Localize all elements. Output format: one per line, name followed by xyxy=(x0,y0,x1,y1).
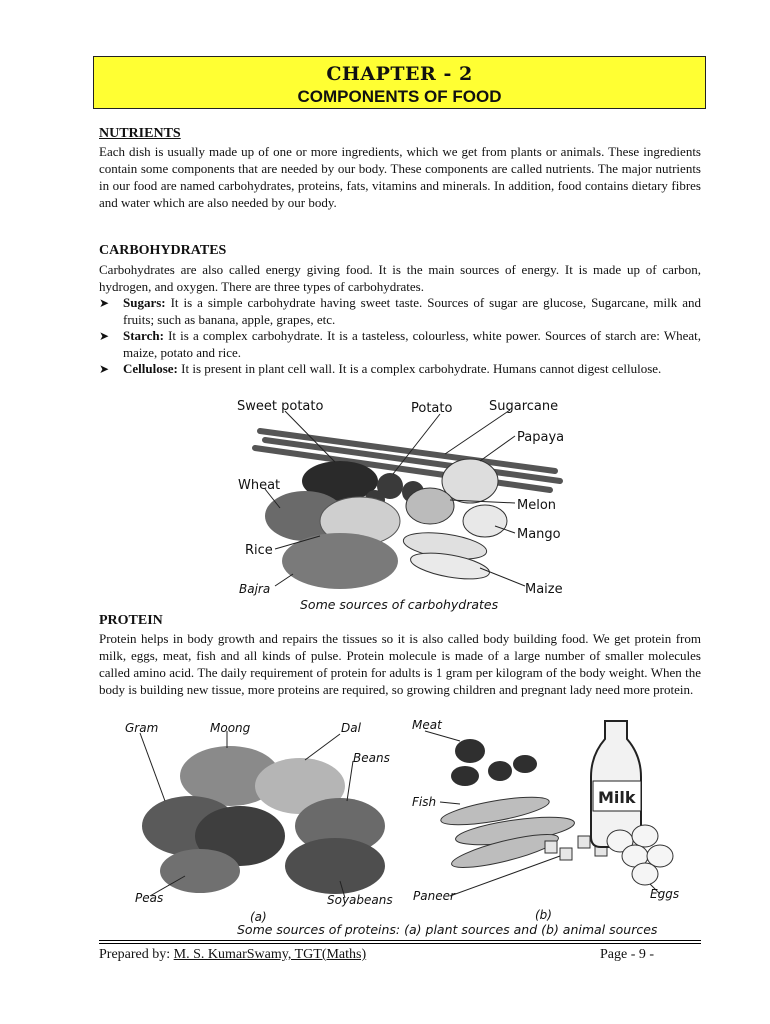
list-item-text: It is a complex carbohydrate. It is a tasteless, colourless, white power. Sources of starch are: Wheat, maize, potato and rice. xyxy=(123,328,701,360)
protein-figure-caption: Some sources of proteins: (a) plant sources and (b) animal sources xyxy=(237,922,658,937)
label-meat: Meat xyxy=(412,718,442,732)
label-dal: Dal xyxy=(341,721,361,735)
label-potato: Potato xyxy=(411,401,453,416)
list-item-term: Sugars: xyxy=(123,295,166,310)
label-papaya: Papaya xyxy=(517,430,565,445)
carbohydrate-figure-caption: Some sources of carbohydrates xyxy=(300,597,499,612)
protein-sources-figure xyxy=(115,716,690,938)
author-name: M. S. KumarSwamy, TGT(Maths) xyxy=(173,947,367,962)
label-eggs: Eggs xyxy=(650,887,680,901)
footer-prepared-by xyxy=(99,947,366,963)
list-item xyxy=(99,328,701,361)
protein-paragraph: Protein helps in body growth and repairs the tissues so it is also called body building food. We get protein from milk, eggs, meat, fish and all kinds of pulse. Protein molecule is made of a large number of smaller molecules called amino acid. The daily requirement of protein for adults is 1 gram per kilogram of the body weight. When the body is building new tissue, more proteins are required, so growing children and pregnant lady need more protein. xyxy=(99,631,701,697)
melon-illustration xyxy=(406,488,454,524)
label-paneer: Paneer xyxy=(413,889,455,903)
label-maize: Maize xyxy=(525,582,563,597)
arrow-bullet-icon: ➤ xyxy=(99,362,110,376)
carbohydrate-types-list xyxy=(99,295,701,378)
meat-illustration xyxy=(451,739,537,786)
sugarcane-illustration xyxy=(255,431,560,490)
chapter-title-box xyxy=(93,56,706,109)
label-sweet-potato: Sweet potato xyxy=(237,399,324,414)
nutrients-paragraph: Each dish is usually made up of one or more ingredients, which we get from plants or animals. These ingredients contain some components that are needed by our body. These components are called nutrients. The major nutrients in our food are named carbohydrates, proteins, fats, vitamins and minerals. In addition, food contains dietary fibres and water which are also needed by our body. xyxy=(99,144,701,210)
label-sugarcane: Sugarcane xyxy=(489,399,559,414)
eggs-illustration xyxy=(607,825,673,885)
soyabeans-illustration xyxy=(285,838,385,894)
label-mango: Mango xyxy=(517,527,561,542)
chapter-number: CHAPTER - 2 xyxy=(326,63,473,85)
animal-sources-illustration xyxy=(439,721,673,885)
label-rice: Rice xyxy=(245,543,273,558)
footer-divider xyxy=(99,940,701,944)
bajra-illustration xyxy=(282,533,398,589)
mango-illustration xyxy=(463,505,507,537)
list-item-term: Starch: xyxy=(123,328,164,343)
label-soyabeans: Soyabeans xyxy=(327,893,393,907)
carbohydrates-paragraph: Carbohydrates are also called energy giving food. It is the main sources of energy. It is made up of carbon, hydrogen, and oxygen. There are three types of carbohydrates. xyxy=(99,262,701,294)
label-panel-a: (a) xyxy=(250,910,267,924)
carbohydrates-heading: CARBOHYDRATES xyxy=(99,243,227,258)
peas-illustration xyxy=(160,849,240,893)
carbohydrate-sources-figure xyxy=(225,396,585,614)
list-item xyxy=(99,295,701,328)
label-fish: Fish xyxy=(412,795,437,809)
nutrients-heading: NUTRIENTS xyxy=(99,126,181,141)
label-peas: Peas xyxy=(135,891,164,905)
chapter-title: COMPONENTS OF FOOD xyxy=(297,87,502,106)
label-beans: Beans xyxy=(353,751,390,765)
list-item xyxy=(99,361,701,378)
protein-heading: PROTEIN xyxy=(99,613,163,628)
arrow-bullet-icon: ➤ xyxy=(99,329,110,343)
milk-bottle-label: Milk xyxy=(598,788,636,807)
plant-sources-illustration xyxy=(142,746,385,894)
label-moong: Moong xyxy=(210,721,251,735)
label-melon: Melon xyxy=(517,498,557,513)
label-gram: Gram xyxy=(125,721,159,735)
milk-bottle-illustration xyxy=(591,721,641,847)
label-wheat: Wheat xyxy=(238,478,281,493)
label-bajra: Bajra xyxy=(239,582,271,596)
list-item-term: Cellulose: xyxy=(123,361,178,376)
list-item-text: It is a simple carbohydrate having sweet taste. Sources of sugar are glucose, Sugarcane, milk and fruits; such as banana, apple, grapes, etc. xyxy=(123,295,701,327)
label-panel-b: (b) xyxy=(535,908,552,922)
prepared-label: Prepared by: xyxy=(99,947,171,962)
arrow-bullet-icon: ➤ xyxy=(99,296,110,310)
list-item-text: It is present in plant cell wall. It is a complex carbohydrate. Humans cannot digest cellulose. xyxy=(177,361,662,376)
page-number: Page - 9 - xyxy=(600,947,655,962)
